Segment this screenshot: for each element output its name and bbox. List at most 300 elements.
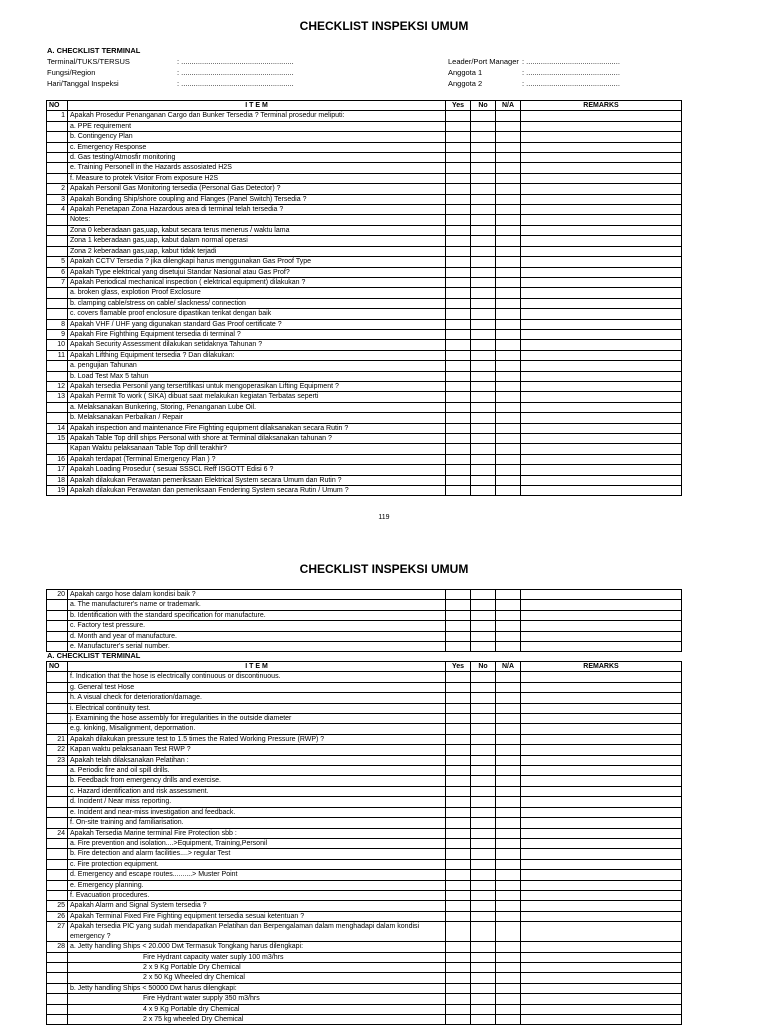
yes-checkbox-cell[interactable] xyxy=(446,724,471,734)
no-checkbox-cell[interactable] xyxy=(471,682,496,692)
yes-checkbox-cell[interactable] xyxy=(446,786,471,796)
yes-checkbox-cell[interactable] xyxy=(446,267,471,277)
no-checkbox-cell[interactable] xyxy=(471,111,496,121)
no-checkbox-cell[interactable] xyxy=(471,590,496,600)
remarks-cell[interactable] xyxy=(521,246,682,256)
remarks-cell[interactable] xyxy=(521,642,682,652)
remarks-cell[interactable] xyxy=(521,714,682,724)
yes-checkbox-cell[interactable] xyxy=(446,734,471,744)
na-checkbox-cell[interactable] xyxy=(496,828,521,838)
yes-checkbox-cell[interactable] xyxy=(446,942,471,952)
yes-checkbox-cell[interactable] xyxy=(446,672,471,682)
no-checkbox-cell[interactable] xyxy=(471,1015,496,1025)
remarks-cell[interactable] xyxy=(521,309,682,319)
no-checkbox-cell[interactable] xyxy=(471,423,496,433)
yes-checkbox-cell[interactable] xyxy=(446,962,471,972)
yes-checkbox-cell[interactable] xyxy=(446,693,471,703)
remarks-cell[interactable] xyxy=(521,631,682,641)
na-checkbox-cell[interactable] xyxy=(496,423,521,433)
yes-checkbox-cell[interactable] xyxy=(446,807,471,817)
yes-checkbox-cell[interactable] xyxy=(446,111,471,121)
no-checkbox-cell[interactable] xyxy=(471,642,496,652)
remarks-cell[interactable] xyxy=(521,402,682,412)
na-checkbox-cell[interactable] xyxy=(496,922,521,942)
no-checkbox-cell[interactable] xyxy=(471,444,496,454)
na-checkbox-cell[interactable] xyxy=(496,475,521,485)
na-checkbox-cell[interactable] xyxy=(496,288,521,298)
no-checkbox-cell[interactable] xyxy=(471,132,496,142)
remarks-cell[interactable] xyxy=(521,267,682,277)
yes-checkbox-cell[interactable] xyxy=(446,828,471,838)
na-checkbox-cell[interactable] xyxy=(496,392,521,402)
no-checkbox-cell[interactable] xyxy=(471,724,496,734)
no-checkbox-cell[interactable] xyxy=(471,901,496,911)
na-checkbox-cell[interactable] xyxy=(496,621,521,631)
no-checkbox-cell[interactable] xyxy=(471,786,496,796)
yes-checkbox-cell[interactable] xyxy=(446,153,471,163)
no-checkbox-cell[interactable] xyxy=(471,465,496,475)
remarks-cell[interactable] xyxy=(521,849,682,859)
remarks-cell[interactable] xyxy=(521,600,682,610)
na-checkbox-cell[interactable] xyxy=(496,983,521,993)
remarks-cell[interactable] xyxy=(521,973,682,983)
no-checkbox-cell[interactable] xyxy=(471,807,496,817)
yes-checkbox-cell[interactable] xyxy=(446,745,471,755)
na-checkbox-cell[interactable] xyxy=(496,610,521,620)
remarks-cell[interactable] xyxy=(521,350,682,360)
remarks-cell[interactable] xyxy=(521,444,682,454)
yes-checkbox-cell[interactable] xyxy=(446,413,471,423)
no-checkbox-cell[interactable] xyxy=(471,319,496,329)
yes-checkbox-cell[interactable] xyxy=(446,173,471,183)
na-checkbox-cell[interactable] xyxy=(496,600,521,610)
no-checkbox-cell[interactable] xyxy=(471,205,496,215)
no-checkbox-cell[interactable] xyxy=(471,142,496,152)
remarks-cell[interactable] xyxy=(521,392,682,402)
remarks-cell[interactable] xyxy=(521,724,682,734)
remarks-cell[interactable] xyxy=(521,381,682,391)
yes-checkbox-cell[interactable] xyxy=(446,983,471,993)
yes-checkbox-cell[interactable] xyxy=(446,475,471,485)
remarks-cell[interactable] xyxy=(521,340,682,350)
remarks-cell[interactable] xyxy=(521,610,682,620)
remarks-cell[interactable] xyxy=(521,434,682,444)
yes-checkbox-cell[interactable] xyxy=(446,600,471,610)
no-checkbox-cell[interactable] xyxy=(471,402,496,412)
yes-checkbox-cell[interactable] xyxy=(446,246,471,256)
field-value[interactable]: : ...................................................... xyxy=(177,79,294,88)
remarks-cell[interactable] xyxy=(521,111,682,121)
remarks-cell[interactable] xyxy=(521,184,682,194)
no-checkbox-cell[interactable] xyxy=(471,880,496,890)
yes-checkbox-cell[interactable] xyxy=(446,444,471,454)
remarks-cell[interactable] xyxy=(521,1004,682,1014)
no-checkbox-cell[interactable] xyxy=(471,215,496,225)
na-checkbox-cell[interactable] xyxy=(496,225,521,235)
no-checkbox-cell[interactable] xyxy=(471,755,496,765)
na-checkbox-cell[interactable] xyxy=(496,693,521,703)
na-checkbox-cell[interactable] xyxy=(496,111,521,121)
na-checkbox-cell[interactable] xyxy=(496,849,521,859)
yes-checkbox-cell[interactable] xyxy=(446,682,471,692)
yes-checkbox-cell[interactable] xyxy=(446,1004,471,1014)
na-checkbox-cell[interactable] xyxy=(496,994,521,1004)
remarks-cell[interactable] xyxy=(521,682,682,692)
yes-checkbox-cell[interactable] xyxy=(446,371,471,381)
yes-checkbox-cell[interactable] xyxy=(446,755,471,765)
remarks-cell[interactable] xyxy=(521,901,682,911)
yes-checkbox-cell[interactable] xyxy=(446,901,471,911)
na-checkbox-cell[interactable] xyxy=(496,714,521,724)
remarks-cell[interactable] xyxy=(521,797,682,807)
yes-checkbox-cell[interactable] xyxy=(446,423,471,433)
remarks-cell[interactable] xyxy=(521,329,682,339)
na-checkbox-cell[interactable] xyxy=(496,859,521,869)
no-checkbox-cell[interactable] xyxy=(471,797,496,807)
na-checkbox-cell[interactable] xyxy=(496,962,521,972)
remarks-cell[interactable] xyxy=(521,257,682,267)
yes-checkbox-cell[interactable] xyxy=(446,309,471,319)
remarks-cell[interactable] xyxy=(521,911,682,921)
na-checkbox-cell[interactable] xyxy=(496,880,521,890)
yes-checkbox-cell[interactable] xyxy=(446,486,471,496)
no-checkbox-cell[interactable] xyxy=(471,413,496,423)
no-checkbox-cell[interactable] xyxy=(471,257,496,267)
yes-checkbox-cell[interactable] xyxy=(446,610,471,620)
remarks-cell[interactable] xyxy=(521,828,682,838)
remarks-cell[interactable] xyxy=(521,121,682,131)
remarks-cell[interactable] xyxy=(521,475,682,485)
na-checkbox-cell[interactable] xyxy=(496,434,521,444)
remarks-cell[interactable] xyxy=(521,734,682,744)
yes-checkbox-cell[interactable] xyxy=(446,361,471,371)
na-checkbox-cell[interactable] xyxy=(496,642,521,652)
yes-checkbox-cell[interactable] xyxy=(446,859,471,869)
no-checkbox-cell[interactable] xyxy=(471,818,496,828)
remarks-cell[interactable] xyxy=(521,215,682,225)
yes-checkbox-cell[interactable] xyxy=(446,838,471,848)
no-checkbox-cell[interactable] xyxy=(471,454,496,464)
remarks-cell[interactable] xyxy=(521,454,682,464)
remarks-cell[interactable] xyxy=(521,132,682,142)
na-checkbox-cell[interactable] xyxy=(496,682,521,692)
remarks-cell[interactable] xyxy=(521,423,682,433)
yes-checkbox-cell[interactable] xyxy=(446,277,471,287)
yes-checkbox-cell[interactable] xyxy=(446,797,471,807)
na-checkbox-cell[interactable] xyxy=(496,1015,521,1025)
no-checkbox-cell[interactable] xyxy=(471,942,496,952)
field-value[interactable]: : ............................................. xyxy=(522,79,620,88)
remarks-cell[interactable] xyxy=(521,745,682,755)
yes-checkbox-cell[interactable] xyxy=(446,642,471,652)
no-checkbox-cell[interactable] xyxy=(471,381,496,391)
remarks-cell[interactable] xyxy=(521,870,682,880)
remarks-cell[interactable] xyxy=(521,766,682,776)
na-checkbox-cell[interactable] xyxy=(496,807,521,817)
yes-checkbox-cell[interactable] xyxy=(446,952,471,962)
remarks-cell[interactable] xyxy=(521,672,682,682)
yes-checkbox-cell[interactable] xyxy=(446,329,471,339)
yes-checkbox-cell[interactable] xyxy=(446,880,471,890)
yes-checkbox-cell[interactable] xyxy=(446,1015,471,1025)
na-checkbox-cell[interactable] xyxy=(496,818,521,828)
remarks-cell[interactable] xyxy=(521,465,682,475)
remarks-cell[interactable] xyxy=(521,153,682,163)
na-checkbox-cell[interactable] xyxy=(496,465,521,475)
remarks-cell[interactable] xyxy=(521,859,682,869)
yes-checkbox-cell[interactable] xyxy=(446,465,471,475)
na-checkbox-cell[interactable] xyxy=(496,205,521,215)
no-checkbox-cell[interactable] xyxy=(471,371,496,381)
yes-checkbox-cell[interactable] xyxy=(446,132,471,142)
no-checkbox-cell[interactable] xyxy=(471,246,496,256)
remarks-cell[interactable] xyxy=(521,776,682,786)
na-checkbox-cell[interactable] xyxy=(496,121,521,131)
no-checkbox-cell[interactable] xyxy=(471,225,496,235)
yes-checkbox-cell[interactable] xyxy=(446,121,471,131)
na-checkbox-cell[interactable] xyxy=(496,329,521,339)
na-checkbox-cell[interactable] xyxy=(496,890,521,900)
yes-checkbox-cell[interactable] xyxy=(446,434,471,444)
remarks-cell[interactable] xyxy=(521,952,682,962)
no-checkbox-cell[interactable] xyxy=(471,340,496,350)
remarks-cell[interactable] xyxy=(521,786,682,796)
remarks-cell[interactable] xyxy=(521,486,682,496)
na-checkbox-cell[interactable] xyxy=(496,703,521,713)
remarks-cell[interactable] xyxy=(521,818,682,828)
no-checkbox-cell[interactable] xyxy=(471,693,496,703)
remarks-cell[interactable] xyxy=(521,994,682,1004)
na-checkbox-cell[interactable] xyxy=(496,340,521,350)
yes-checkbox-cell[interactable] xyxy=(446,621,471,631)
na-checkbox-cell[interactable] xyxy=(496,215,521,225)
yes-checkbox-cell[interactable] xyxy=(446,340,471,350)
remarks-cell[interactable] xyxy=(521,298,682,308)
remarks-cell[interactable] xyxy=(521,693,682,703)
na-checkbox-cell[interactable] xyxy=(496,724,521,734)
na-checkbox-cell[interactable] xyxy=(496,246,521,256)
yes-checkbox-cell[interactable] xyxy=(446,911,471,921)
yes-checkbox-cell[interactable] xyxy=(446,870,471,880)
no-checkbox-cell[interactable] xyxy=(471,734,496,744)
remarks-cell[interactable] xyxy=(521,983,682,993)
yes-checkbox-cell[interactable] xyxy=(446,922,471,942)
na-checkbox-cell[interactable] xyxy=(496,797,521,807)
na-checkbox-cell[interactable] xyxy=(496,163,521,173)
na-checkbox-cell[interactable] xyxy=(496,444,521,454)
no-checkbox-cell[interactable] xyxy=(471,983,496,993)
yes-checkbox-cell[interactable] xyxy=(446,890,471,900)
no-checkbox-cell[interactable] xyxy=(471,859,496,869)
yes-checkbox-cell[interactable] xyxy=(446,776,471,786)
yes-checkbox-cell[interactable] xyxy=(446,319,471,329)
na-checkbox-cell[interactable] xyxy=(496,973,521,983)
no-checkbox-cell[interactable] xyxy=(471,890,496,900)
remarks-cell[interactable] xyxy=(521,142,682,152)
na-checkbox-cell[interactable] xyxy=(496,942,521,952)
na-checkbox-cell[interactable] xyxy=(496,454,521,464)
na-checkbox-cell[interactable] xyxy=(496,870,521,880)
na-checkbox-cell[interactable] xyxy=(496,309,521,319)
no-checkbox-cell[interactable] xyxy=(471,952,496,962)
yes-checkbox-cell[interactable] xyxy=(446,703,471,713)
remarks-cell[interactable] xyxy=(521,880,682,890)
remarks-cell[interactable] xyxy=(521,236,682,246)
no-checkbox-cell[interactable] xyxy=(471,194,496,204)
na-checkbox-cell[interactable] xyxy=(496,371,521,381)
yes-checkbox-cell[interactable] xyxy=(446,402,471,412)
remarks-cell[interactable] xyxy=(521,163,682,173)
remarks-cell[interactable] xyxy=(521,890,682,900)
no-checkbox-cell[interactable] xyxy=(471,610,496,620)
na-checkbox-cell[interactable] xyxy=(496,952,521,962)
yes-checkbox-cell[interactable] xyxy=(446,849,471,859)
yes-checkbox-cell[interactable] xyxy=(446,288,471,298)
remarks-cell[interactable] xyxy=(521,755,682,765)
na-checkbox-cell[interactable] xyxy=(496,631,521,641)
yes-checkbox-cell[interactable] xyxy=(446,818,471,828)
yes-checkbox-cell[interactable] xyxy=(446,184,471,194)
no-checkbox-cell[interactable] xyxy=(471,870,496,880)
no-checkbox-cell[interactable] xyxy=(471,703,496,713)
remarks-cell[interactable] xyxy=(521,277,682,287)
na-checkbox-cell[interactable] xyxy=(496,319,521,329)
no-checkbox-cell[interactable] xyxy=(471,714,496,724)
field-value[interactable]: : ............................................. xyxy=(522,68,620,77)
yes-checkbox-cell[interactable] xyxy=(446,994,471,1004)
na-checkbox-cell[interactable] xyxy=(496,776,521,786)
na-checkbox-cell[interactable] xyxy=(496,257,521,267)
yes-checkbox-cell[interactable] xyxy=(446,257,471,267)
no-checkbox-cell[interactable] xyxy=(471,600,496,610)
na-checkbox-cell[interactable] xyxy=(496,413,521,423)
remarks-cell[interactable] xyxy=(521,173,682,183)
no-checkbox-cell[interactable] xyxy=(471,173,496,183)
yes-checkbox-cell[interactable] xyxy=(446,350,471,360)
remarks-cell[interactable] xyxy=(521,225,682,235)
na-checkbox-cell[interactable] xyxy=(496,194,521,204)
remarks-cell[interactable] xyxy=(521,319,682,329)
yes-checkbox-cell[interactable] xyxy=(446,766,471,776)
no-checkbox-cell[interactable] xyxy=(471,486,496,496)
remarks-cell[interactable] xyxy=(521,288,682,298)
no-checkbox-cell[interactable] xyxy=(471,277,496,287)
na-checkbox-cell[interactable] xyxy=(496,672,521,682)
yes-checkbox-cell[interactable] xyxy=(446,205,471,215)
no-checkbox-cell[interactable] xyxy=(471,849,496,859)
no-checkbox-cell[interactable] xyxy=(471,153,496,163)
no-checkbox-cell[interactable] xyxy=(471,994,496,1004)
yes-checkbox-cell[interactable] xyxy=(446,381,471,391)
yes-checkbox-cell[interactable] xyxy=(446,590,471,600)
yes-checkbox-cell[interactable] xyxy=(446,714,471,724)
field-value[interactable]: : ...................................................... xyxy=(177,68,294,77)
na-checkbox-cell[interactable] xyxy=(496,184,521,194)
yes-checkbox-cell[interactable] xyxy=(446,454,471,464)
yes-checkbox-cell[interactable] xyxy=(446,194,471,204)
remarks-cell[interactable] xyxy=(521,205,682,215)
na-checkbox-cell[interactable] xyxy=(496,1004,521,1014)
no-checkbox-cell[interactable] xyxy=(471,745,496,755)
remarks-cell[interactable] xyxy=(521,621,682,631)
yes-checkbox-cell[interactable] xyxy=(446,631,471,641)
remarks-cell[interactable] xyxy=(521,807,682,817)
remarks-cell[interactable] xyxy=(521,361,682,371)
na-checkbox-cell[interactable] xyxy=(496,277,521,287)
na-checkbox-cell[interactable] xyxy=(496,486,521,496)
no-checkbox-cell[interactable] xyxy=(471,288,496,298)
no-checkbox-cell[interactable] xyxy=(471,672,496,682)
no-checkbox-cell[interactable] xyxy=(471,828,496,838)
no-checkbox-cell[interactable] xyxy=(471,163,496,173)
no-checkbox-cell[interactable] xyxy=(471,962,496,972)
remarks-cell[interactable] xyxy=(521,371,682,381)
na-checkbox-cell[interactable] xyxy=(496,766,521,776)
field-value[interactable]: : ............................................. xyxy=(522,57,620,66)
remarks-cell[interactable] xyxy=(521,922,682,942)
na-checkbox-cell[interactable] xyxy=(496,381,521,391)
yes-checkbox-cell[interactable] xyxy=(446,225,471,235)
no-checkbox-cell[interactable] xyxy=(471,911,496,921)
na-checkbox-cell[interactable] xyxy=(496,236,521,246)
no-checkbox-cell[interactable] xyxy=(471,621,496,631)
na-checkbox-cell[interactable] xyxy=(496,298,521,308)
no-checkbox-cell[interactable] xyxy=(471,309,496,319)
remarks-cell[interactable] xyxy=(521,838,682,848)
no-checkbox-cell[interactable] xyxy=(471,434,496,444)
no-checkbox-cell[interactable] xyxy=(471,298,496,308)
no-checkbox-cell[interactable] xyxy=(471,392,496,402)
no-checkbox-cell[interactable] xyxy=(471,350,496,360)
yes-checkbox-cell[interactable] xyxy=(446,163,471,173)
no-checkbox-cell[interactable] xyxy=(471,236,496,246)
na-checkbox-cell[interactable] xyxy=(496,132,521,142)
yes-checkbox-cell[interactable] xyxy=(446,236,471,246)
na-checkbox-cell[interactable] xyxy=(496,901,521,911)
no-checkbox-cell[interactable] xyxy=(471,838,496,848)
remarks-cell[interactable] xyxy=(521,1015,682,1025)
yes-checkbox-cell[interactable] xyxy=(446,215,471,225)
no-checkbox-cell[interactable] xyxy=(471,329,496,339)
na-checkbox-cell[interactable] xyxy=(496,153,521,163)
na-checkbox-cell[interactable] xyxy=(496,402,521,412)
no-checkbox-cell[interactable] xyxy=(471,475,496,485)
na-checkbox-cell[interactable] xyxy=(496,734,521,744)
na-checkbox-cell[interactable] xyxy=(496,786,521,796)
yes-checkbox-cell[interactable] xyxy=(446,142,471,152)
remarks-cell[interactable] xyxy=(521,942,682,952)
na-checkbox-cell[interactable] xyxy=(496,590,521,600)
na-checkbox-cell[interactable] xyxy=(496,142,521,152)
no-checkbox-cell[interactable] xyxy=(471,267,496,277)
no-checkbox-cell[interactable] xyxy=(471,361,496,371)
na-checkbox-cell[interactable] xyxy=(496,361,521,371)
na-checkbox-cell[interactable] xyxy=(496,173,521,183)
remarks-cell[interactable] xyxy=(521,194,682,204)
na-checkbox-cell[interactable] xyxy=(496,838,521,848)
no-checkbox-cell[interactable] xyxy=(471,121,496,131)
yes-checkbox-cell[interactable] xyxy=(446,973,471,983)
no-checkbox-cell[interactable] xyxy=(471,766,496,776)
no-checkbox-cell[interactable] xyxy=(471,922,496,942)
remarks-cell[interactable] xyxy=(521,703,682,713)
na-checkbox-cell[interactable] xyxy=(496,755,521,765)
field-value[interactable]: : ...................................................... xyxy=(177,57,294,66)
na-checkbox-cell[interactable] xyxy=(496,267,521,277)
na-checkbox-cell[interactable] xyxy=(496,350,521,360)
na-checkbox-cell[interactable] xyxy=(496,745,521,755)
no-checkbox-cell[interactable] xyxy=(471,1004,496,1014)
